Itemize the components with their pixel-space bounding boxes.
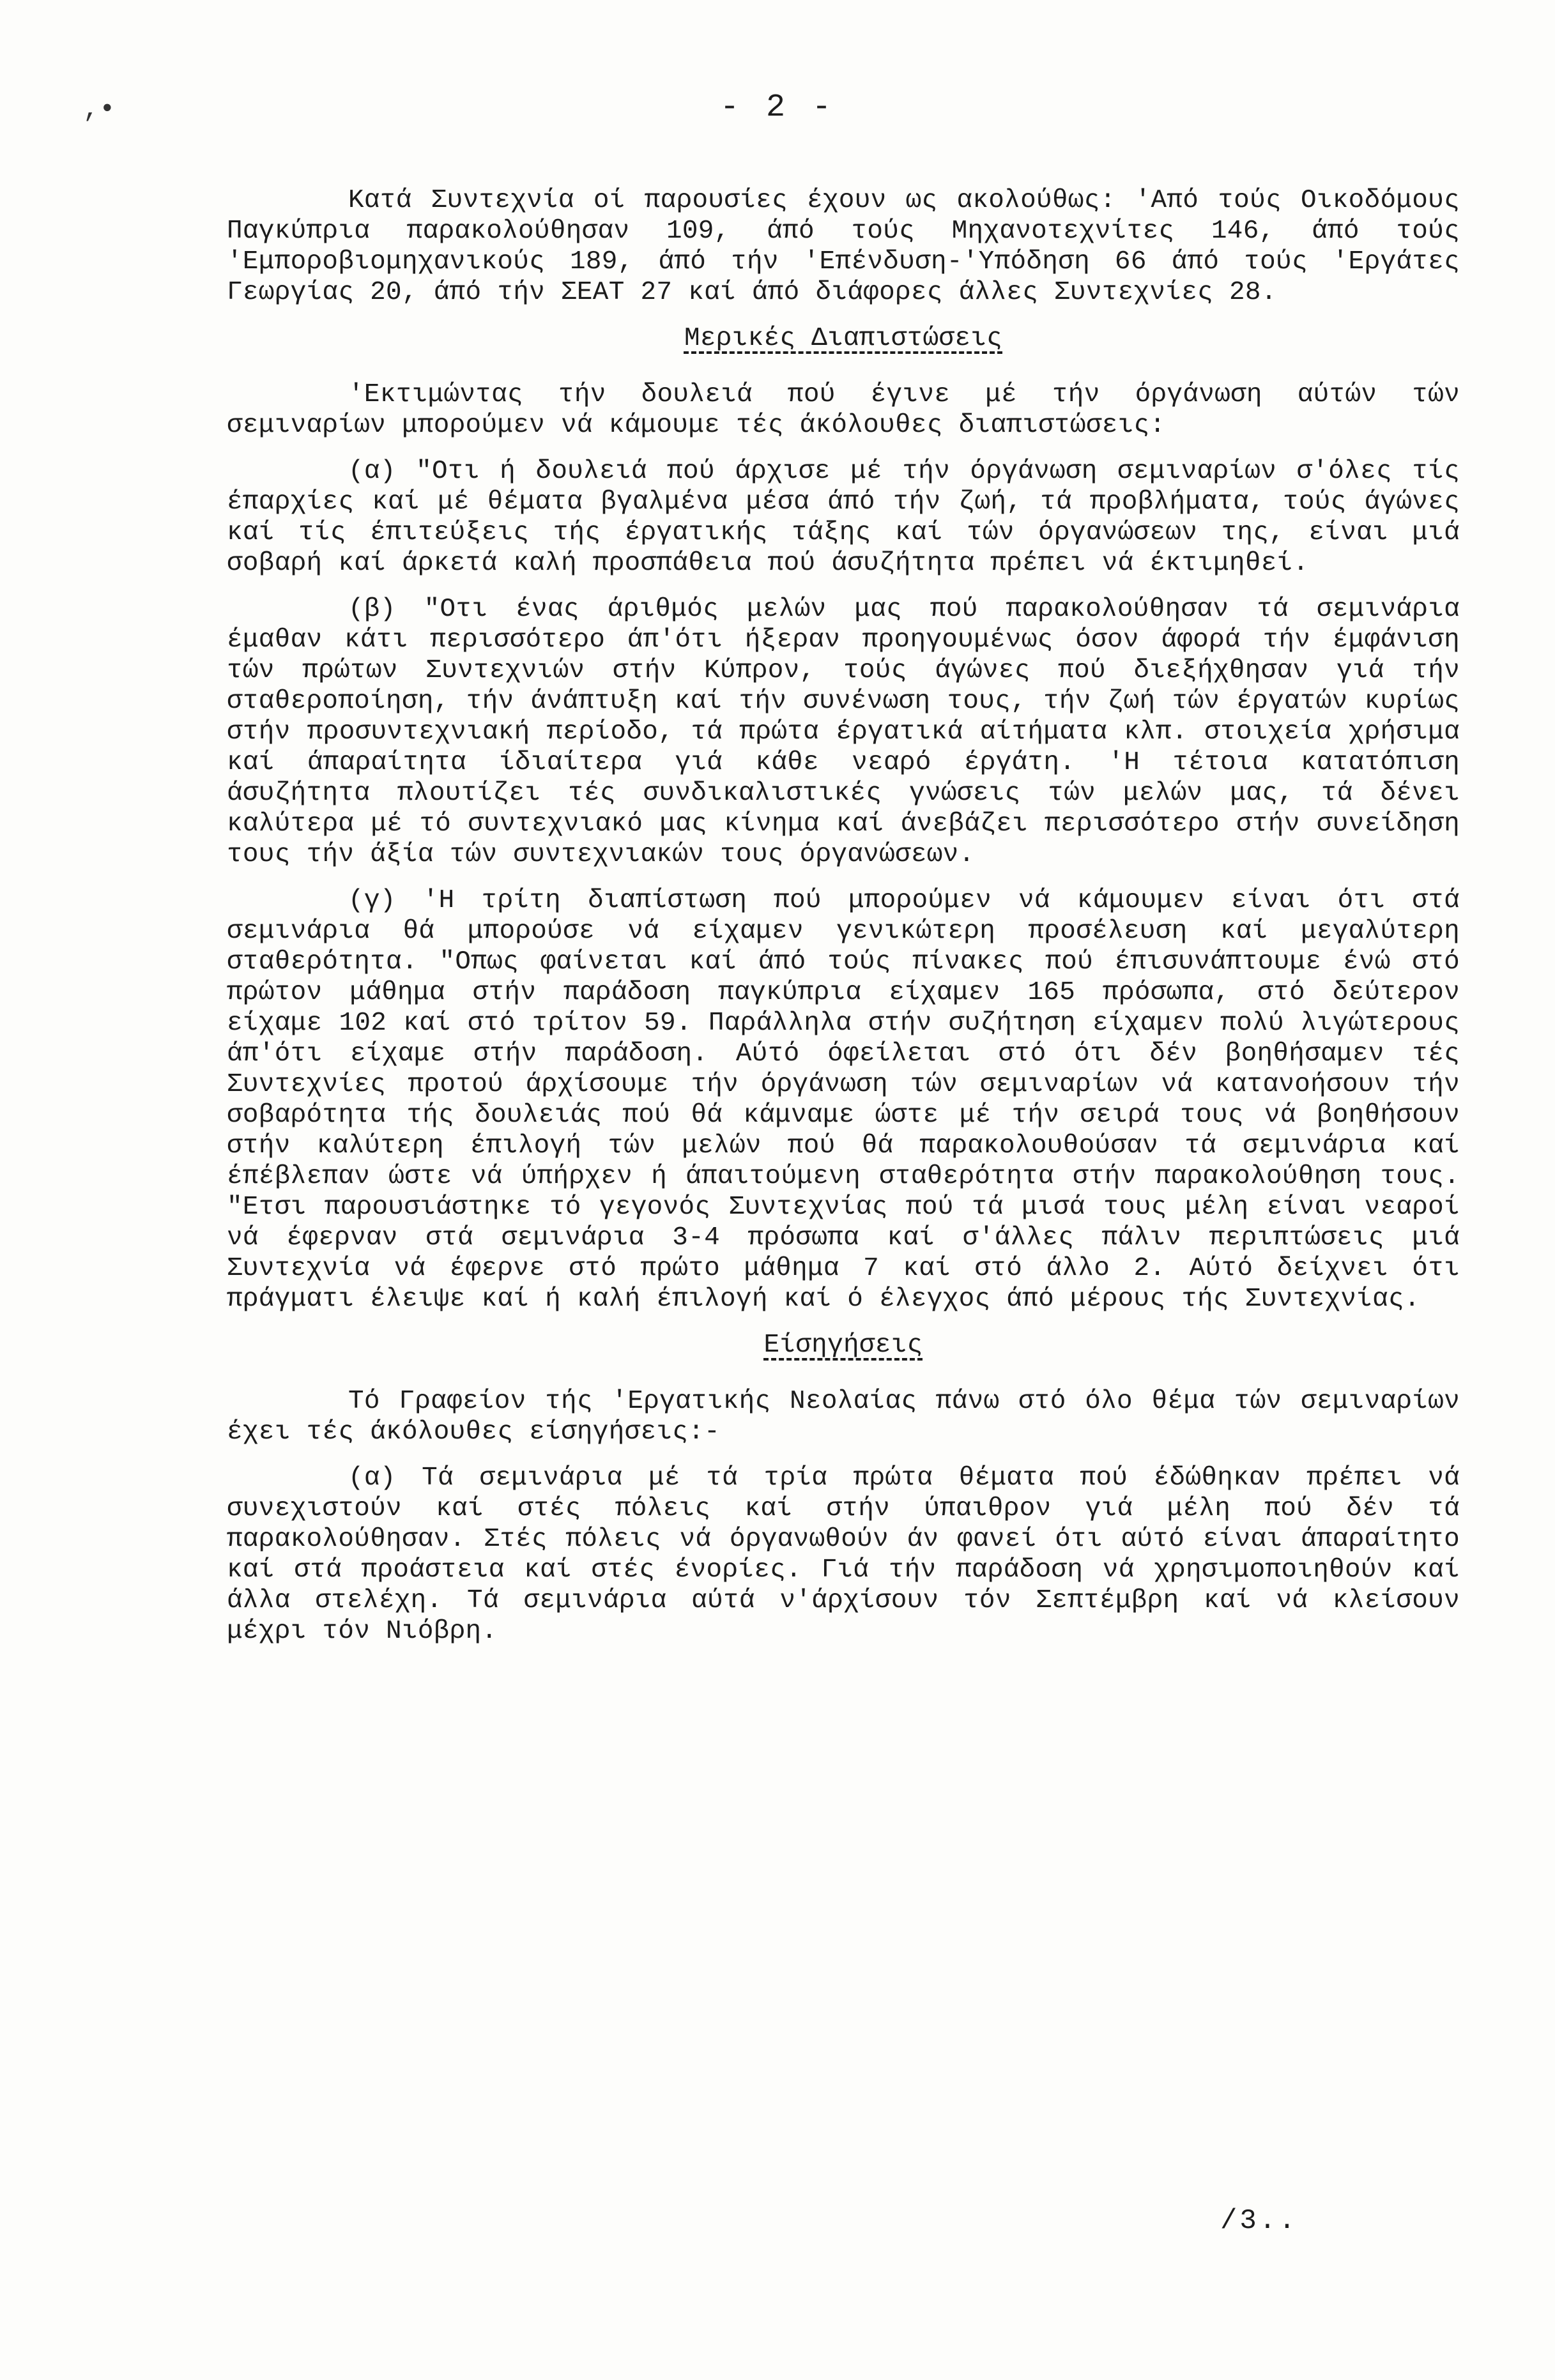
page-number: - 2 - bbox=[719, 89, 836, 126]
recommendations-intro-paragraph: Τό Γραφείον τής 'Εργατικής Νεολαίας πάνω στό όλο θέμα τών σεμιναρίων έχει τές άκόλουθες είσηγήσεις:- bbox=[227, 1387, 1460, 1447]
finding-a-paragraph: (α) "Οτι ή δουλειά πού άρχισε μέ τήν όργάνωση σεμιναρίων σ'όλες τίς έπαρχίες καί μέ θέματα βγαλμένα μέσα άπό τήν ζωή, τά προβλήματα, τούς άγώνες καί τίς έπιτεύξεις τής έργατικής τάξης καί τών όργανώσεων της, είναι μιά σοβαρή καί άρκετά καλή προσπάθεια πού άσυζήτητα πρέπει νά έκτιμηθεί. bbox=[227, 457, 1460, 578]
document-body bbox=[227, 185, 1460, 1647]
finding-b-paragraph: (β) "Οτι ένας άριθμός μελών μας πού παρακολούθησαν τά σεμινάρια έμαθαν κάτι περισσότερο άπ'ότι ήξεραν προηγουμένως όσον άφορά τήν έμφάνιση τών πρώτων Συντεχνιών στήν Κύπρον, τούς άγώνες πού διεξήχθησαν γιά τήν σταθεροποίηση, τήν άνάπτυξη καί τήν συνένωση τους, τήν ζωή τών έργατών κυρίως στήν προσυντεχνιακή περίοδο, τά πρώτα έργατικά αίτήματα κλπ. στοιχεία χρήσιμα καί άπαραίτητα ίδιαίτερα γιά κάθε νεαρό έργάτη. 'Η τέτοια κατατόπιση άσυζήτητα πλουτίζει τές συνδικαλιστικές γνώσεις τών μελών μας, τά δένει καλύτερα μέ τό συντεχνιακό μας κίνημα καί άνεβάζει περισσότερο στήν συνείδηση τους τήν άξία τών συντεχνιακών τους όργανώσεων. bbox=[227, 595, 1460, 869]
section-heading-findings: Μερικές Διαπιστώσεις bbox=[684, 324, 1003, 353]
continuation-marker: /3.. bbox=[1220, 2205, 1298, 2237]
finding-c-paragraph: (γ) 'Η τρίτη διαπίστωση πού μπορούμεν νά κάμουμεν είναι ότι στά σεμινάρια θά μπορούσε νά είχαμεν γενικώτερη προσέλευση καί μεγαλύτερη σταθερότητα. "Οπως φαίνεται καί άπό τούς πίνακες πού έπισυνάπτουμε ένώ στό πρώτον μάθημα στήν παράδοση παγκύπρια είχαμεν 165 πρόσωπα, στό δεύτερον είχαμε 102 καί στό τρίτον 59. Παράλληλα στήν συζήτηση είχαμεν πολύ λιγώτερους άπ'ότι είχαμε στήν παράδοση. Αύτό όφείλεται στό ότι δέν βοηθήσαμεν τές Συντεχνίες προτού άρχίσουμε τήν όργάνωση τών σεμιναρίων νά κατανοήσουν τήν σοβαρότητα τής δουλειάς πού θά κάμναμε ώστε μέ τήν σειρά τους νά βοηθήσουν στήν καλύτερη έπιλογή τών μελών πού θά παρακολουθούσαν τά σεμινάρια καί έπέβλεπαν ώστε νά ύπήρχεν ή άπαιτούμενη σταθερότητα στήν παρακολούθηση τους. "Ετσι παρουσιάστηκε τό γεγονός Συντεχνίας πού τά μισά τους μέλη είναι νεαροί νά έφερναν στά σεμινάρια 3-4 πρόσωπα καί σ'άλλες πάλιν περιπτώσεις μιά Συντεχνία νά έφερνε στό πρώτο μάθημα 7 καί στό άλλο 2. Αύτό δείχνει ότι πράγματι έλειψε καί ή καλή έπιλογή καί ό έλεγχος άπό μέρους τής Συντεχνίας. bbox=[227, 886, 1460, 1314]
section-heading-recommendations: Είσηγήσεις bbox=[763, 1331, 923, 1360]
intro-paragraph: Κατά Συντεχνία οί παρουσίες έχουν ως ακολούθως: 'Από τούς Οικοδόμους Παγκύπρια παρακολούθησαν 109, άπό τούς Μηχανοτεχνίτες 146, άπό τούς 'Εμποροβιομηχανικούς 189, άπό τήν 'Επένδυση-'Υπόδηση 66 άπό τούς 'Εργάτες Γεωργίας 20, άπό τήν ΣΕΑΤ 27 καί άπό διάφορες άλλες Συντεχνίες 28. bbox=[227, 186, 1460, 307]
margin-mark: ,• bbox=[83, 94, 116, 125]
findings-intro-paragraph: 'Εκτιμώντας τήν δουλειά πού έγινε μέ τήν όργάνωση αύτών τών σεμιναρίων μπορούμεν νά κάμουμε τές άκόλουθες διαπιστώσεις: bbox=[227, 380, 1460, 440]
recommendation-a-paragraph: (α) Τά σεμινάρια μέ τά τρία πρώτα θέματα πού έδώθηκαν πρέπει νά συνεχιστούν καί στές πόλεις καί στήν ύπαιθρον γιά μέλη πού δέν τά παρακολούθησαν. Στές πόλεις νά όργανωθούν άν φανεί ότι αύτό είναι άπαραίτητο καί στά προάστεια καί στές ένορίες. Γιά τήν παράδοση νά χρησιμοποιηθούν καί άλλα στελέχη. Τά σεμινάρια αύτά ν'άρχίσουν τόν Σεπτέμβρη καί νά κλείσουν μέχρι τόν Νιόβρη. bbox=[227, 1463, 1460, 1646]
